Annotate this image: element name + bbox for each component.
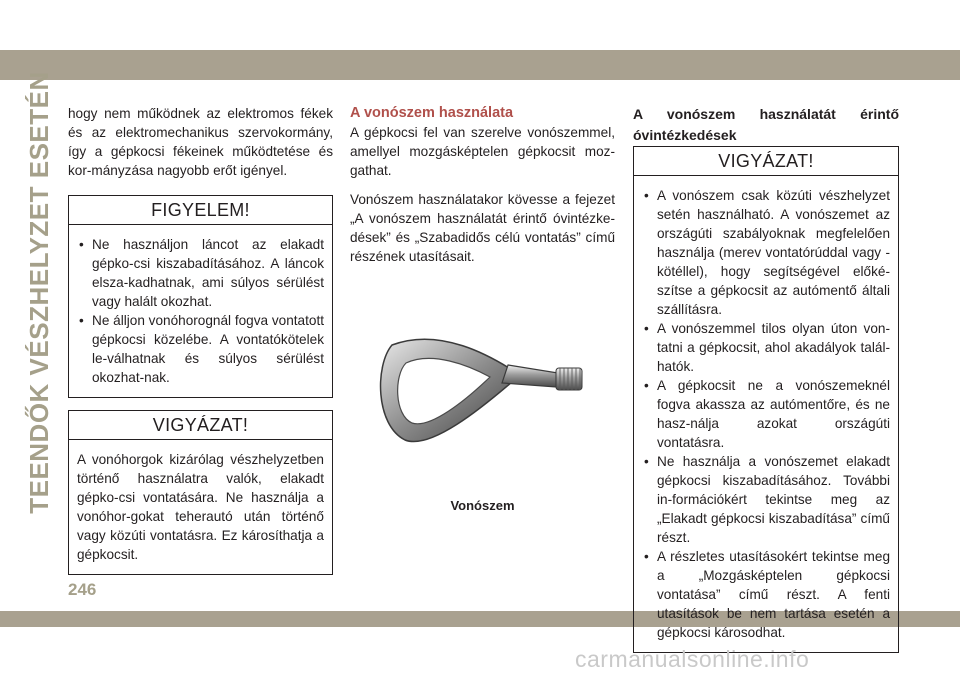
caution-body [634,176,898,652]
caution-title: VIGYÁZAT! [634,147,898,176]
intro-paragraph: hogy nem működnek az elektromos fékek és az elektromechanikus szervokormány, így a gépkocsi fékeinek működtetése és kor-mányzása nagyobb erőt igényel. [68,106,333,178]
tow-eye-illustration [370,335,600,490]
caution-body [69,440,332,574]
warning-item: • Ne használjon láncot az elakadt gépko-csi kiszabadításához. A láncok elsza-kadhatnak, ami súlyos sérülést vagy halált okozhat. [77,235,324,311]
header-band [0,50,960,80]
paragraph-1: A gépkocsi fel van szerelve vonószemmel, amellyel mozgásképtelen gépkocsit moz-gathat. [350,125,615,178]
paragraph-2: Vonószem használatakor kövesse a fejezet „A vonószem használatát érintő óvintézke-dések” és „Szabadidős célú vontatás” című részének utasításait. [350,192,615,264]
watermark-text: carmanualsonline.info [575,646,810,672]
column-right [633,104,899,653]
caution-item: • A vonószemmel tilos olyan úton von-tatni a gépkocsit, ahol akadályok talál-hatók. [642,319,890,376]
figure-caption: Vonószem [450,498,515,513]
section-side-tab [21,70,57,514]
section-heading-line1: A vonószem használatát érintő [633,106,899,122]
caution-list [642,186,890,642]
caution-item: • Ne használja a vonószemet elakadt gépkocsi kiszabadításához. További in-formációkért tekintse meg az „Elakadt gépkocsi kiszabadítása” című részt. [642,452,890,547]
column-middle [350,104,615,266]
page-number: 246 [68,580,97,599]
warning-box-figyelem [68,195,333,398]
caution-title: VIGYÁZAT! [69,411,332,440]
caution-item: • A részletes utasításokért tekintse meg a „Mozgásképtelen gépkocsi vontatása” című részt. A fenti utasítások be nem tartása esetén a gépkocsi károsodhat. [642,547,890,642]
caution-box-right [633,146,899,653]
section-heading: A vonószem használata [350,105,514,121]
tow-eye-icon [370,335,600,485]
column-left [68,104,333,575]
section-heading-line2: óvintézkedések [633,127,737,143]
warning-body [69,225,332,397]
caution-box-left [68,410,333,575]
caution-item: • A gépkocsit ne a vonószemeknél fogva akassza az autómentőre, és ne hasz-nálja azokat országúti vontatásra. [642,376,890,452]
warning-title: FIGYELEM! [69,196,332,225]
caution-text: A vonóhorgok kizárólag vészhelyzetben történő használatra valók, elakadt gépko-csi vontatására. Ne használja a vonóhor-gokat teherautó után történő vagy közúti vontatásra. Ez károsíthatja a gépkocsit. [77,452,324,562]
caution-item: • A vonószem csak közúti vészhelyzet setén használható. A vonószemet az országúti szabályoknak megfelelően használja (merev vontatórúddal vagy -kötéllel), hogy segítségével előké-szítse a gépkocsit az autómentő általi szállításra. [642,186,890,319]
warning-list [77,235,324,387]
warning-item: • Ne álljon vonóhorognál fogva vontatott gépkocsi közelébe. A vontatókötelek le-válhatnak és súlyos sérülést okozhat-nak. [77,311,324,387]
section-title-vertical: TEENDŐK VÉSZHELYZET ESETÉN [23,70,54,514]
